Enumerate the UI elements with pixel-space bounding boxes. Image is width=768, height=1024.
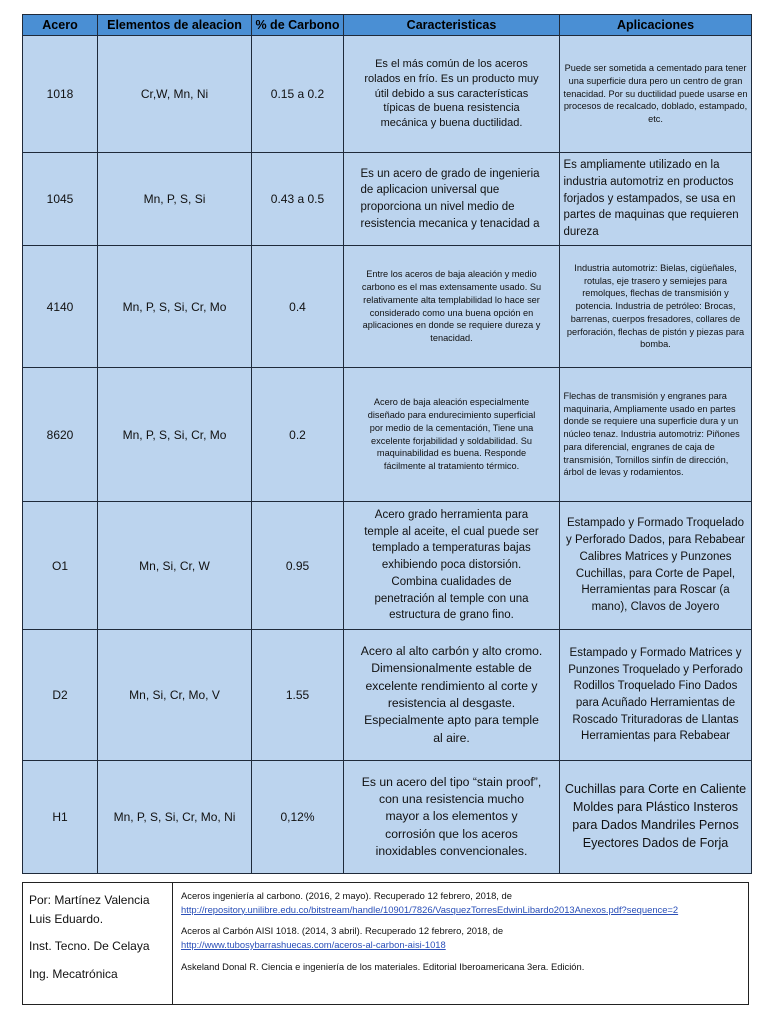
cell-caracteristicas [344, 630, 560, 761]
cell-carbono: 0.15 a 0.2 [252, 36, 344, 153]
table-row [23, 246, 752, 368]
cell-elementos: Mn, P, S, Si, Cr, Mo, Ni [98, 761, 252, 874]
aplicaciones-text: Cuchillas para Corte en Caliente Moldes para Plástico Insteros para Dados Mandriles Pernos Eyectores Dados de Forja [564, 782, 747, 850]
cell-elementos: Mn, Si, Cr, W [98, 502, 252, 630]
reference-text: Aceros ingeniería al carbono. (2016, 2 mayo). Recuperado 12 febrero, 2018, de [181, 890, 512, 901]
header-caracteristicas: Caracteristicas [344, 15, 560, 36]
cell-aplicaciones [560, 761, 752, 874]
cell-aplicaciones [560, 36, 752, 153]
cell-carbono: 0.43 a 0.5 [252, 153, 344, 246]
reference-item [181, 889, 740, 916]
cell-caracteristicas [344, 761, 560, 874]
cell-elementos: Mn, P, S, Si [98, 153, 252, 246]
table-row [23, 36, 752, 153]
cell-carbono: 0,12% [252, 761, 344, 874]
author-name-line-1: Por: Martínez Valencia [29, 893, 150, 907]
aplicaciones-text: Es ampliamente utilizado en la industria automotriz en productos forjados y estampados, se usa en partes de maquinas que requieren dureza [563, 159, 739, 238]
cell-acero: O1 [23, 502, 98, 630]
cell-carbono: 0.95 [252, 502, 344, 630]
reference-text: Askeland Donal R. Ciencia e ingeniería de los materiales. Editorial Iberoamericana 3era. Edición. [181, 960, 585, 972]
reference-item [181, 924, 740, 951]
aplicaciones-text: Estampado y Formado Troquelado y Perforado Dados, para Rebabear Calibres Matrices y Punzones Cuchillas, para Corte de Papel, Herramientas para Roscar (a mano), Clavos de Joyero [566, 517, 745, 613]
table-row [23, 153, 752, 246]
cell-aplicaciones [560, 502, 752, 630]
cell-acero: 8620 [23, 368, 98, 502]
cell-caracteristicas [344, 246, 560, 368]
steel-table [22, 14, 752, 874]
cell-carbono: 0.4 [252, 246, 344, 368]
cell-caracteristicas [344, 368, 560, 502]
header-aplicaciones: Aplicaciones [560, 15, 752, 36]
cell-carbono: 1.55 [252, 630, 344, 761]
cell-aplicaciones [560, 368, 752, 502]
cell-caracteristicas [344, 153, 560, 246]
header-carbono: % de Carbono [252, 15, 344, 36]
references-block [173, 883, 748, 1004]
aplicaciones-text: Estampado y Formado Matrices y Punzones Troquelado y Perforado Rodillos Troquelado Fino Dados para Acuñado Herramientas de Roscado Trituradoras de Llantas Herramientas para Rebabear [568, 646, 743, 743]
reference-link[interactable]: http://repository.unilibre.edu.co/bitstream/handle/10901/7826/VasquezTorresEdwinLibardo2013Anexos.pdf?sequence=2 [181, 903, 679, 915]
caracteristicas-text: Acero al alto carbón y alto cromo. Dimensionalmente estable de excelente rendimiento al corte y resistencia al desgaste. Especialmente apto para temple al aire. [360, 644, 543, 745]
header-acero: Acero [23, 15, 98, 36]
author-institute: Inst. Tecno. De Celaya [29, 939, 150, 954]
aplicaciones-text: Industria automotriz: Bielas, cigüeñales, rotulas, eje trasero y semiejes para remolques, flechas de transmisión y potencia. Industria de petróleo: Brocas, barrenas, cuerpos fresadores, collares de perforación, flechas de pistón y piezas para bomba. [566, 263, 745, 350]
header-elementos: Elementos de aleacion [98, 15, 252, 36]
cell-elementos: Mn, P, S, Si, Cr, Mo [98, 368, 252, 502]
cell-elementos: Mn, P, S, Si, Cr, Mo [98, 246, 252, 368]
cell-aplicaciones [560, 630, 752, 761]
cell-acero: H1 [23, 761, 98, 874]
table-row [23, 368, 752, 502]
cell-aplicaciones [560, 153, 752, 246]
table-row [23, 761, 752, 874]
cell-caracteristicas [344, 36, 560, 153]
header-row [23, 15, 752, 36]
caracteristicas-text: Es el más común de los aceros rolados en frío. Es un producto muy útil debido a sus características típicas de buena resistencia mecánica y buena ductilidad. [364, 57, 539, 130]
cell-acero: 1018 [23, 36, 98, 153]
reference-text: Aceros al Carbón AISI 1018. (2014, 3 abril). Recuperado 12 febrero, 2018, de [181, 925, 504, 937]
cell-aplicaciones [560, 246, 752, 368]
author-program: Ing. Mecatrónica [29, 966, 118, 981]
caracteristicas-text: Acero grado herramienta para temple al aceite, el cual puede ser templado a temperaturas bajas exhibiendo poca distorsión. Combina cualidades de penetración al temple con una estructura de grano fino. [364, 509, 539, 622]
aplicaciones-text: Puede ser sometida a cementado para tener una superficie dura pero un centro de gran tenacidad. Por su ductilidad puede usarse en procesos de recalcado, doblado, estampado, etc. [563, 63, 748, 125]
reference-link[interactable]: http://www.tubosybarrashuecas.com/aceros-al-carbon-aisi-1018 [181, 938, 446, 950]
caracteristicas-text: Es un acero del tipo “stain proof”, con una resistencia mucho mayor a los elementos y corrosión que los aceros inoxidables convencionales. [361, 774, 542, 858]
caracteristicas-text: Es un acero de grado de ingenieria de aplicacion universal que proporciona un nivel medio de resistencia mecanica y tenacidad a [360, 167, 540, 230]
cell-acero: 1045 [23, 153, 98, 246]
cell-caracteristicas [344, 502, 560, 630]
author-name-line-2: Luis Eduardo. [29, 912, 104, 927]
author-block [23, 883, 173, 1004]
aplicaciones-text: Flechas de transmisión y engranes para maquinaria, Ampliamente usado en partes donde se requiere una superficie dura y un núcleo tenaz. Industria automotriz: Piñones para diferencial, engranes de caja de transmisión, Tornillos sinfín de dirección, árbol de levas y rodamientos. [563, 391, 740, 478]
caracteristicas-text: Acero de baja aleación especialmente diseñado para endurecimiento superficial por medio de la cementación, Tiene una excelente forjabilidad y soldabilidad. Su maquinabilidad es buena. Responde fácilmente al tratamiento térmico. [367, 397, 536, 471]
cell-elementos: Cr,W, Mn, Ni [98, 36, 252, 153]
cell-carbono: 0.2 [252, 368, 344, 502]
cell-acero: D2 [23, 630, 98, 761]
footer-box [22, 882, 749, 1005]
table-row [23, 502, 752, 630]
cell-elementos: Mn, Si, Cr, Mo, V [98, 630, 252, 761]
reference-item [181, 960, 740, 974]
cell-acero: 4140 [23, 246, 98, 368]
table-row [23, 630, 752, 761]
caracteristicas-text: Entre los aceros de baja aleación y medio carbono es el mas extensamente usado. Su relativamente alta templabilidad lo hace ser considerado como una buena opción en aplicaciones en donde se requiere dureza y tenacidad. [361, 269, 542, 343]
